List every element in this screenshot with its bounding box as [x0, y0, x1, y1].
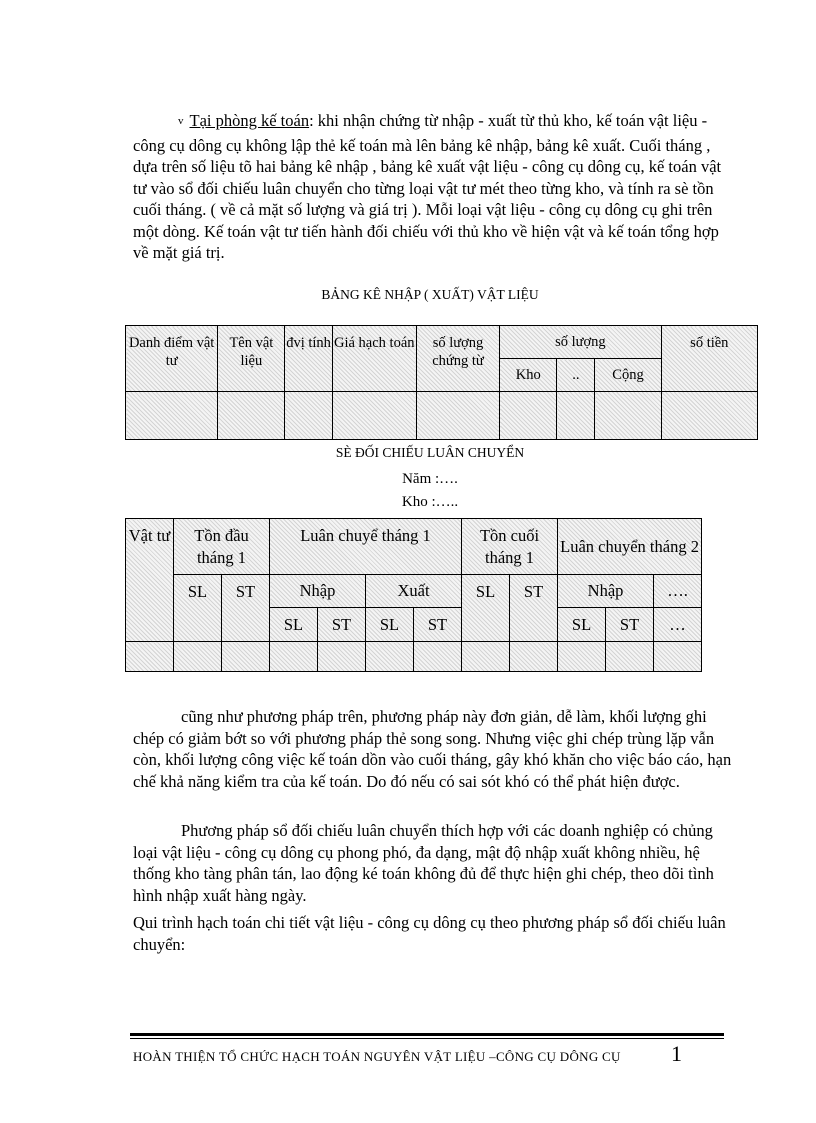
col-sl: SL — [366, 608, 414, 642]
col-dvi-tinh: đvị tính — [285, 326, 332, 392]
col-luan-chuyen-2: Luân chuyển tháng 2 — [558, 519, 702, 575]
footer-divider-thin — [130, 1038, 724, 1039]
col-st: ST — [318, 608, 366, 642]
empty-cell — [416, 392, 499, 440]
empty-cell — [126, 642, 174, 672]
col-danh-diem: Danh điểm vật tư — [126, 326, 218, 392]
empty-cell — [222, 642, 270, 672]
empty-cell — [558, 642, 606, 672]
footer-title: HOÀN THIỆN TỔ CHỨC HẠCH TOÁN NGUYÊN VẬT LIỆU –CÔNG CỤ DÔNG CỤ — [133, 1049, 621, 1064]
col-luan-chuyen-1: Luân chuyể tháng 1 — [270, 519, 462, 575]
empty-cell — [174, 642, 222, 672]
empty-cell — [318, 642, 366, 672]
section-label: Tại phòng kế toán — [189, 111, 310, 130]
col-ten-vat-lieu: Tên vật liệu — [218, 326, 285, 392]
paragraph-cung-nhu: cũng như phương pháp trên, phương pháp này đơn giản, dễ làm, khối lượng ghi chép có giảm bớt so với phương pháp thẻ song song. Nhưng việc ghi chép trùng lặp vẫn còn, khối lượng công việc kế toán dồn vào cuối tháng, gây khó khăn cho việc báo cáo, hạn chế khả năng kiểm tra của kế toán. Do đó nếu có sai sót khó có thể phát hiện được. — [133, 707, 732, 791]
empty-cell — [510, 642, 558, 672]
col-sl: SL — [174, 575, 222, 642]
bang-ke-table — [125, 325, 758, 440]
col-sl: SL — [462, 575, 510, 642]
col-ton-cuoi: Tồn cuối tháng 1 — [462, 519, 558, 575]
col-dots: …. — [654, 575, 702, 608]
check-bullet-icon: v — [178, 115, 184, 127]
empty-cell — [285, 392, 332, 440]
empty-cell — [126, 392, 218, 440]
col-st: ST — [606, 608, 654, 642]
col-cong: Cộng — [595, 359, 661, 392]
empty-cell — [462, 642, 510, 672]
page-number: 1 — [671, 1041, 682, 1066]
empty-cell — [332, 392, 416, 440]
col-sl: SL — [270, 608, 318, 642]
col-xuat: Xuất — [366, 575, 462, 608]
col-so-luong: số lượng — [500, 326, 662, 359]
paragraph-phuong-phap: Phương pháp sổ đối chiếu luân chuyển thích hợp với các doanh nghiệp có chủng loại vật liệu - công cụ dông cụ phong phó, đa dạng, mật độ nhập xuất không nhiều, hệ thống kho tàng phân tán, lao động ké toán không đủ để thực hiện ghi chép, theo dõi tình hình nhập xuất hàng ngày. — [133, 821, 714, 905]
empty-cell — [414, 642, 462, 672]
col-st: ST — [222, 575, 270, 642]
footer-divider — [130, 1033, 724, 1036]
empty-cell — [661, 392, 757, 440]
table2-title: SÈ ĐỐI CHIẾU LUÂN CHUYỂN — [335, 445, 525, 460]
empty-cell — [654, 642, 702, 672]
empty-cell — [218, 392, 285, 440]
empty-cell — [595, 392, 661, 440]
col-ton-dau: Tồn đầu tháng 1 — [174, 519, 270, 575]
col-nhap: Nhập — [558, 575, 654, 608]
nam-label: Năm :…. — [402, 471, 458, 487]
col-sl: SL — [558, 608, 606, 642]
empty-cell — [500, 392, 557, 440]
col-kho: Kho — [500, 359, 557, 392]
col-gia-hach-toan: Giá hạch toán — [332, 326, 416, 392]
col-so-tien: số tiền — [661, 326, 757, 392]
kho-label: Kho :….. — [401, 494, 459, 510]
col-st: ST — [510, 575, 558, 642]
empty-cell — [366, 642, 414, 672]
paragraph-text: : khi nhận chứng từ nhập - xuất từ thủ kho, kế toán vật liệu - công cụ dông cụ không lập thẻ kế toán mà lên bảng kê nhập, bảng kê xuất. Cuối tháng , dựa trên số liệu tõ hai bảng kê nhập , bảng kê xuất vật liệu - công cụ dông cụ, kế toán vật tư vào sổ đối chiếu luân chuyển cho từng loại vật tư mét theo từng kho, và tính ra sè tồn cuối tháng. ( về cả mặt số lượng và giá trị ). Mỗi loại vật liệu - công cụ dông cụ ghi trên một dòng. Kế toán vật tư tiến hành đối chiếu với thủ kho về hiện vật và kế toán tổng hợp về mặt giá trị. — [133, 111, 722, 262]
paragraph-qui-trinh: Qui trình hạch toán chi tiết vật liệu - công cụ dông cụ theo phương pháp sổ đối chiếu luân chuyển: — [133, 913, 726, 954]
table-row — [126, 642, 702, 672]
table-row — [126, 392, 758, 440]
col-nhap: Nhập — [270, 575, 366, 608]
empty-cell — [557, 392, 595, 440]
empty-cell — [270, 642, 318, 672]
col-dots: .. — [557, 359, 595, 392]
paragraph-tai-phong-ke-toan — [133, 110, 733, 264]
col-vat-tu: Vật tư — [126, 519, 174, 642]
table1-title: BẢNG KÊ NHẬP ( XUẤT) VẬT LIỆU — [321, 287, 539, 302]
col-so-luong-chung-tu: số lượng chứng từ — [416, 326, 499, 392]
col-st: ST — [414, 608, 462, 642]
col-dots: … — [654, 608, 702, 642]
so-doi-chieu-table — [125, 518, 702, 672]
empty-cell — [606, 642, 654, 672]
